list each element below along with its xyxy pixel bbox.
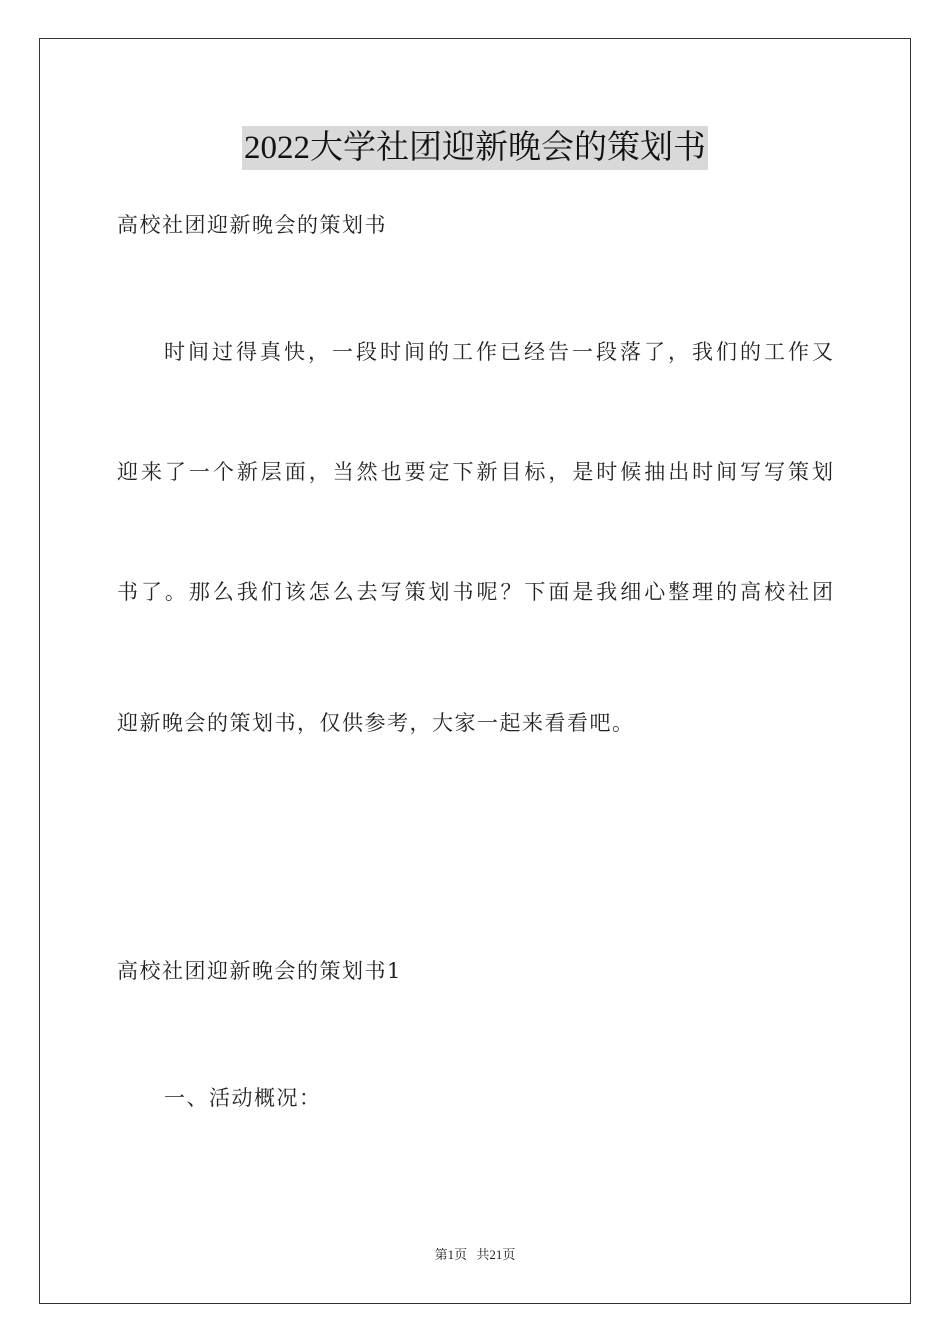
- title-container: [0, 126, 950, 170]
- intro-line-4: 迎新晚会的策划书，仅供参考，大家一起来看看吧。: [117, 711, 635, 735]
- page-number-total: 共21页: [476, 1247, 516, 1262]
- document-subtitle: 高校社团迎新晚会的策划书: [117, 213, 387, 237]
- intro-line-3: 书了。那么我们该怎么去写策划书呢？下面是我细心整理的高校社团: [117, 580, 833, 604]
- page-number-current: 第1页: [434, 1247, 468, 1262]
- section-item: 一、活动概况：: [164, 1086, 322, 1110]
- intro-line-2: 迎来了一个新层面，当然也要定下新目标，是时候抽出时间写写策划: [117, 460, 833, 484]
- intro-line-1: 时间过得真快，一段时间的工作已经告一段落了，我们的工作又: [164, 340, 833, 364]
- section-heading: 高校社团迎新晚会的策划书1: [117, 959, 402, 983]
- page-footer: [0, 1246, 950, 1264]
- document-title: 2022大学社团迎新晚会的策划书: [242, 126, 708, 170]
